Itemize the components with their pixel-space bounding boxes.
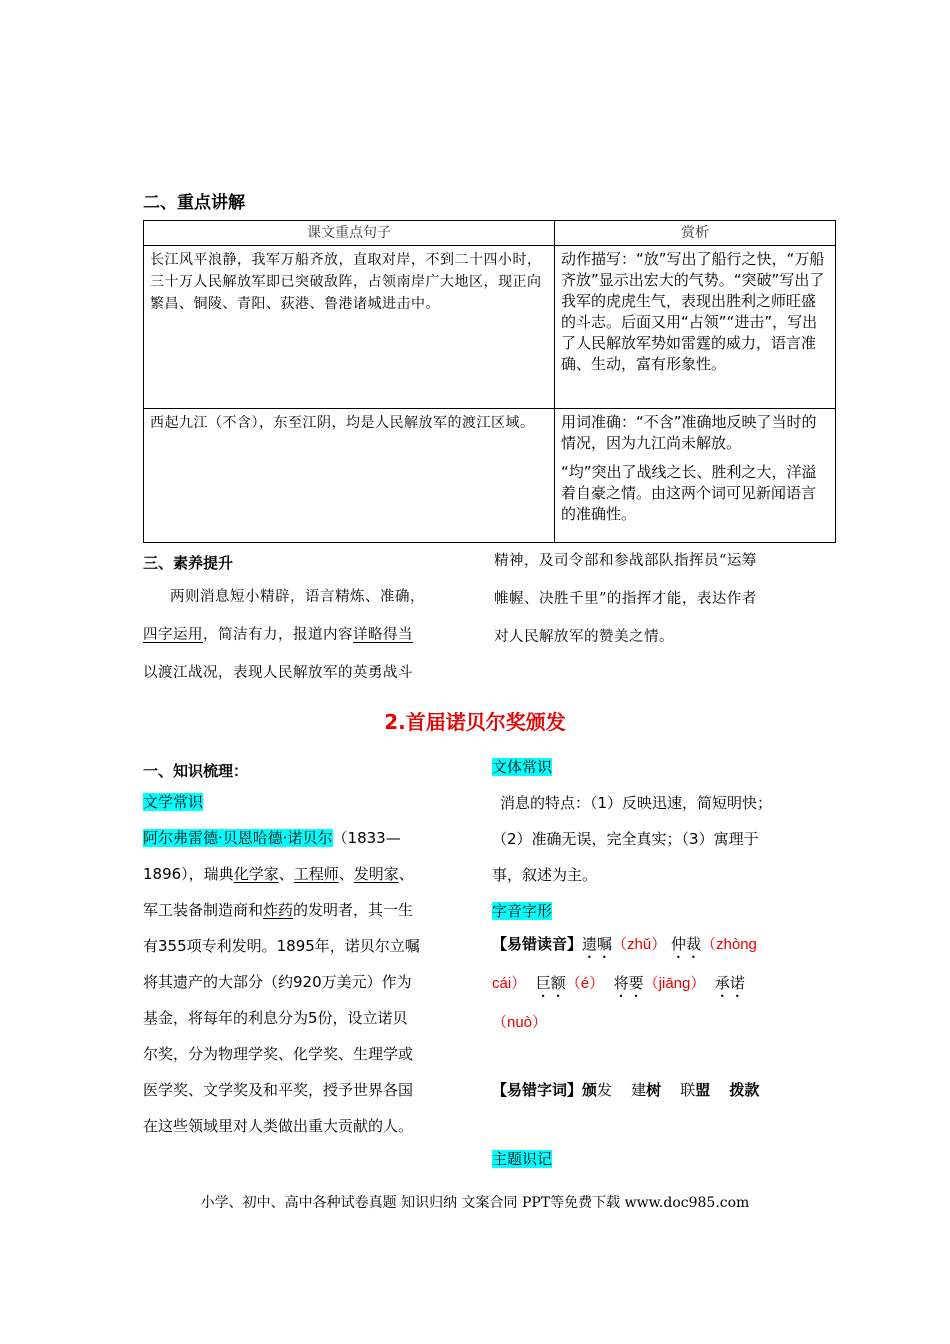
- literacy-text-line: 精神，及司令部和参战部队指挥员“运筹: [494, 553, 757, 569]
- word-part: 发: [597, 1081, 613, 1099]
- text-span: 、: [398, 865, 414, 883]
- text-line: 将其遗产的大部分（约920万美元）作为: [143, 973, 412, 991]
- text-span: 军工装备制造商和: [143, 901, 264, 919]
- genre-knowledge-label: 文体常识: [492, 758, 553, 776]
- text-line: 在这些领域里对人类做出重大贡献的人。: [143, 1117, 414, 1135]
- text-span: ，简洁有力，报道内容: [203, 627, 353, 643]
- underlined-word: 化学家: [233, 865, 279, 883]
- text-line: 基金，将每年的利息分为5份，设立诺贝: [143, 1009, 408, 1027]
- key-sentences-table: [143, 220, 836, 543]
- page-footer: 小学、初中、高中各种试卷真题 知识归纳 文案合同 PPT等免费下载 www.doc985.com: [200, 1195, 750, 1211]
- literacy-text-line: 帷幄、决胜千里”的指挥才能，表达作者: [494, 591, 757, 607]
- underlined-phrase: 详略得当: [353, 627, 413, 643]
- section-heading-key-points: 二、重点讲解: [143, 193, 245, 213]
- pinyin: （zhòng: [701, 936, 757, 953]
- underlined-word: 发明家: [353, 865, 399, 883]
- literature-knowledge-block: [143, 784, 463, 1144]
- theme-line: [492, 1141, 552, 1177]
- text-line: 有355项专利发明。1895年，诺贝尔立嘱: [143, 937, 420, 955]
- table-header-sentence: 课文重点句子: [144, 221, 555, 246]
- pinyin: （é）: [565, 975, 605, 992]
- confusable-words-line: [492, 1072, 759, 1108]
- text-line: 尔奖，分为物理学奖、化学奖、生理学或: [143, 1045, 414, 1063]
- analysis-text: 动作描写：“放”写出了船行之快，“万船齐放”显示出宏大的气势。“突破”写出了我军的虎虎生气，表现出胜利之师旺盛的斗志。后面又用“占领”“进击”，写出了人民解放军势如雷霆的威力，语言准确、生动，富有形象性。: [561, 250, 825, 373]
- text-span: 、: [278, 865, 294, 883]
- word: 巨额: [535, 974, 566, 992]
- word-part: 盟: [695, 1081, 711, 1099]
- theme-label: 主题识记: [492, 1150, 553, 1168]
- table-cell-analysis: [555, 409, 836, 543]
- table-row: [144, 409, 836, 543]
- knowledge-heading: 一、知识梳理：: [143, 762, 249, 780]
- confusable-words-tag: 【易错字词】: [492, 1081, 583, 1099]
- word: 将要: [613, 974, 644, 992]
- text-span: 的发明者，其一生: [293, 901, 414, 919]
- literacy-text-line: 对人民解放军的赞美之情。: [494, 629, 674, 645]
- pinyin: （nuò）: [492, 1014, 548, 1031]
- pinyin: cái）: [492, 975, 527, 992]
- section-heading-literacy: 三、素养提升: [143, 554, 234, 572]
- analysis-text: 用词准确：“不含”准确地反映了当时的情况，因为九江尚未解放。: [561, 413, 817, 452]
- word: 承诺: [714, 974, 745, 992]
- text-span: 1896），瑞典: [143, 865, 234, 883]
- word-part: 颁: [582, 1081, 598, 1099]
- text-span: 、: [338, 865, 354, 883]
- pinyin: （zhǔ）: [612, 936, 667, 953]
- pronunciation-label: 字音字形: [492, 902, 553, 920]
- word-part: 建: [631, 1081, 647, 1099]
- text-line: 消息的特点：（1）反映迅速，简短明快；: [500, 794, 773, 812]
- lesson-title: 2.首届诺贝尔奖颁发: [384, 710, 566, 734]
- table-cell-analysis: [555, 246, 836, 409]
- table-header-row: [144, 221, 836, 246]
- genre-knowledge-block: [492, 749, 822, 929]
- text-span: （1833—: [332, 829, 401, 847]
- literature-knowledge-label: 文学常识: [143, 793, 204, 811]
- literacy-text-line: 以渡江战况，表现人民解放军的英勇战斗: [143, 665, 413, 681]
- underlined-phrase: 四字运用: [143, 627, 203, 643]
- pinyin: （jiāng）: [643, 975, 706, 992]
- word: 仲裁: [671, 935, 702, 953]
- text-line: （2）准确无误，完全真实；（3）寓理于: [492, 830, 759, 848]
- underlined-word: 炸药: [263, 901, 294, 919]
- word-part: 联: [680, 1081, 696, 1099]
- pronunciation-tag: 【易错读音】: [492, 935, 583, 953]
- text-line: 事，叙述为主。: [492, 866, 598, 884]
- table-cell-sentence: 长江风平浪静，我军万船齐放，直取对岸，不到二十四小时，三十万人民解放军即已突破敌阵，占领南岸广大地区，现正向繁昌、铜陵、青阳、荻港、鲁港诸城进击中。: [144, 246, 555, 409]
- literacy-text-line: [143, 616, 413, 654]
- word-part: 树: [646, 1081, 662, 1099]
- table-header-analysis: 赏析: [555, 221, 836, 246]
- word-part: 拨款: [729, 1081, 760, 1099]
- word: 遗嘱: [582, 935, 613, 953]
- analysis-text: “均”突出了战线之长、胜利之大，洋溢着自豪之情。由这两个词可见新闻语言的准确性。: [561, 463, 817, 523]
- pronunciation-block: [492, 925, 822, 1042]
- text-line: 医学奖、文学奖及和平奖，授予世界各国: [143, 1081, 414, 1099]
- table-cell-sentence: 西起九江（不含），东至江阴，均是人民解放军的渡江区域。: [144, 409, 555, 543]
- person-name: 阿尔弗雷德·贝恩哈德·诺贝尔: [143, 829, 333, 847]
- table-row: [144, 246, 836, 409]
- literacy-text-line: 两则消息短小精辟，语言精炼、准确，: [170, 589, 425, 605]
- underlined-word: 工程师: [293, 865, 339, 883]
